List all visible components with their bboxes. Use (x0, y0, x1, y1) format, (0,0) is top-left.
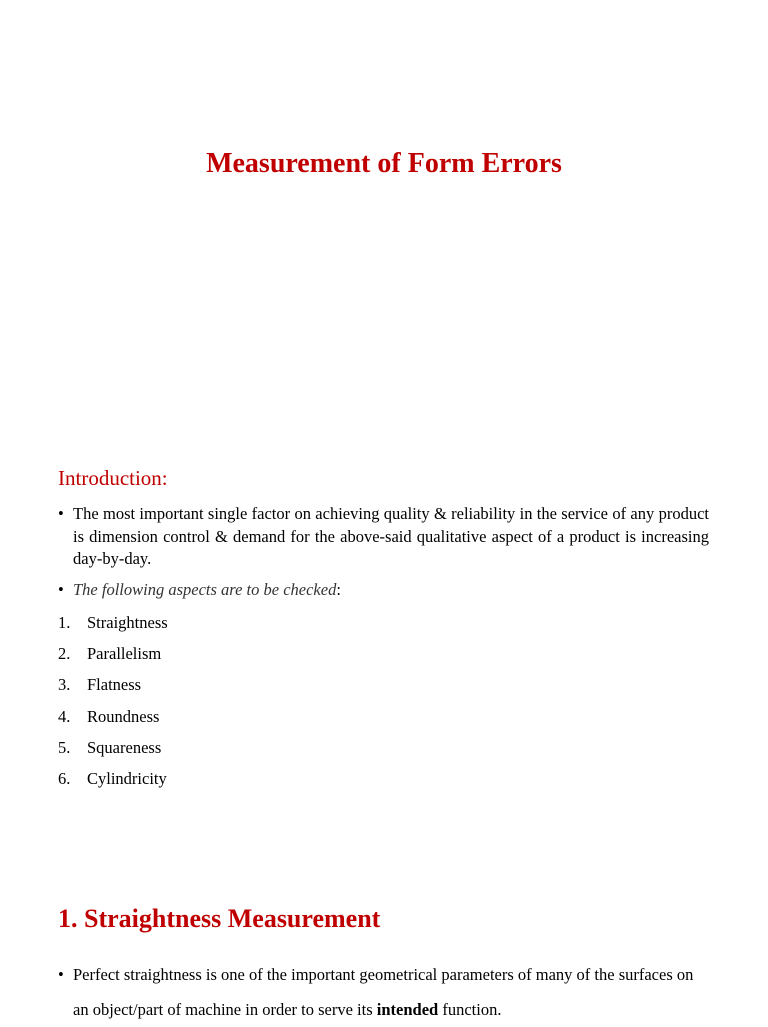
list-item (58, 706, 168, 737)
list-item-number: 1. (58, 613, 71, 632)
straightness-text-bold: intended (376, 1000, 439, 1019)
straightness-bullet-text (73, 957, 709, 1027)
introduction-heading: Introduction: (58, 466, 168, 490)
list-item (58, 674, 168, 705)
list-item-label: Straightness (87, 613, 168, 632)
list-item-number: 4. (58, 706, 71, 726)
intro-bullet-aspects (58, 579, 709, 602)
list-item-label: Parallelism (87, 644, 162, 664)
list-item-number: 6. (58, 768, 71, 788)
list-item-number: 2. (58, 644, 71, 664)
straightness-text-start: Perfect straightness is one of the important geometrical parameters of many of the surfaces on an object/part of machine in order to serve its (73, 965, 694, 1019)
list-item (58, 643, 168, 674)
list-item-label: Roundness (87, 706, 160, 726)
intro-bullet-quality (58, 503, 709, 571)
aspects-intro-italic: The following aspects are to be checked (73, 580, 337, 599)
aspects-list (58, 612, 168, 799)
list-item (58, 768, 168, 799)
bullet-dot-icon: • (58, 504, 64, 523)
list-item-label: Cylindricity (87, 768, 167, 788)
list-item (58, 737, 168, 768)
bullet-dot-icon: • (58, 965, 64, 984)
page-title: Measurement of Form Errors (206, 148, 562, 179)
intro-bullet-text: The most important single factor on achieving quality & reliability in the service of any product is dimension control & demand for the above-said qualitative aspect of a product is increasing day-by-day. (73, 504, 709, 568)
straightness-text-end: function. (438, 1000, 502, 1019)
list-item-number: 5. (58, 737, 71, 757)
section-heading-straightness: 1. Straightness Measurement (58, 904, 381, 933)
list-item-label: Squareness (87, 737, 162, 757)
list-item-label: Flatness (87, 675, 142, 695)
list-item-number: 3. (58, 675, 71, 695)
list-item (58, 612, 168, 643)
straightness-bullet (58, 957, 709, 1027)
intro-bullet-text (73, 579, 709, 602)
bullet-dot-icon: • (58, 580, 64, 599)
aspects-intro-colon: : (336, 580, 341, 599)
